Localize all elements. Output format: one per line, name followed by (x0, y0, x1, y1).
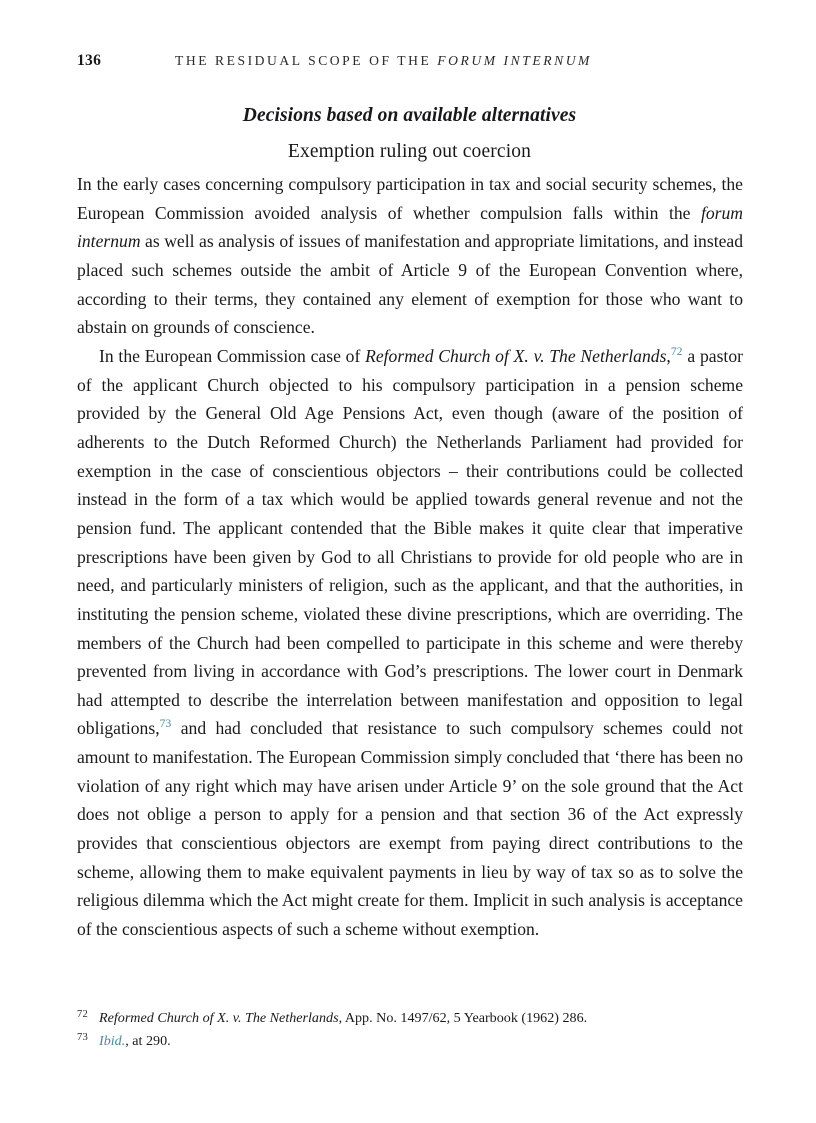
footnote-italic-title: Reformed Church of X. v. The Netherlands (99, 1010, 339, 1026)
paragraph-2 (77, 342, 743, 944)
sub-heading: Exemption ruling out coercion (287, 141, 532, 162)
p1-text-b: as well as analysis of issues of manifestation and appropriate limitations, and instead placed such schemes outside the ambit of Article 9 of the European Convention where, according to their terms, they contained any element of exemption for those who want to abstain on grounds of conscience. (77, 231, 743, 338)
footnote-rest: , App. No. 1497/62, 5 Yearbook (1962) 286. (338, 1010, 588, 1026)
p1-text-a: In the early cases concerning compulsory participation in tax and social security schemes, the European Commission avoided analysis of whether compulsion falls within the (77, 174, 743, 223)
p2-text-a: In the European Commission case of (99, 345, 366, 366)
p2-italic-case-name: Reformed Church of X. v. The Netherlands (365, 345, 667, 366)
p2-text-b: , (666, 345, 671, 366)
running-head-plain: THE RESIDUAL SCOPE OF THE (175, 53, 438, 68)
footnote-text (99, 1031, 743, 1053)
p2-text-c: a pastor of the applicant Church objected to his compulsory participation in a pension scheme provided by the General Old Age Pensions Act, even though (aware of the position of adherents to the Dutch Reformed Church) the Netherlands Parliament had provided for exemption in the case of conscientious objectors – their contributions could be collected instead in the form of a tax which would be applied towards general revenue and not the pension fund. The applicant contended that the Bible makes it quite clear that imperative prescriptions have been given by God to all Christians to provide for old people who are in need, and particularly ministers of religion, such as the applicant, and that the authorities, in instituting the pension scheme, violated these divine prescriptions, which are overriding. The members of the Church had been compelled to participate in this scheme and were thereby prevented from living in accordance with God’s prescriptions. The lower court in Denmark had attempted to describe the interrelation between manifestation and opposition to legal obligations, (77, 345, 743, 739)
running-header (77, 52, 742, 74)
footnote-rest: , at 290. (125, 1032, 171, 1049)
running-head-title (175, 53, 742, 69)
p1-italic-forum-internum: forum internum (77, 202, 743, 252)
paragraph-1 (77, 170, 743, 342)
page-number: 136 (77, 52, 102, 69)
body-column (77, 170, 743, 944)
running-head-italic: FORUM INTERNUM (437, 53, 592, 68)
footnote-number: 73 (77, 1031, 88, 1043)
footnote-text (99, 1008, 743, 1030)
footnote-ref-73[interactable]: 73 (159, 718, 172, 731)
footnote-number: 72 (77, 1009, 88, 1020)
footnote-ref-72[interactable]: 72 (670, 346, 683, 359)
footnotes-block (77, 1008, 743, 1053)
section-heading: Decisions based on available alternatives (242, 105, 577, 126)
footnote-ibid-link[interactable]: Ibid. (99, 1032, 126, 1049)
footnote-item (77, 1008, 743, 1031)
footnote-item (77, 1031, 743, 1054)
p2-text-d: and had concluded that resistance to such compulsory schemes could not amount to manifestation. The European Commission simply concluded that ‘there has been no violation of any right which may have arisen under Article 9’ on the sole ground that the Act does not oblige a person to apply for a pension and that section 36 of the Act expressly provides that conscientious objectors are exempt from paying direct contributions to the scheme, allowing them to make equivalent payments in lieu by way of tax so as to solve the religious dilemma which the Act might create for them. Implicit in such analysis is acceptance of the conscientious aspects of such a scheme without exemption. (77, 718, 743, 940)
